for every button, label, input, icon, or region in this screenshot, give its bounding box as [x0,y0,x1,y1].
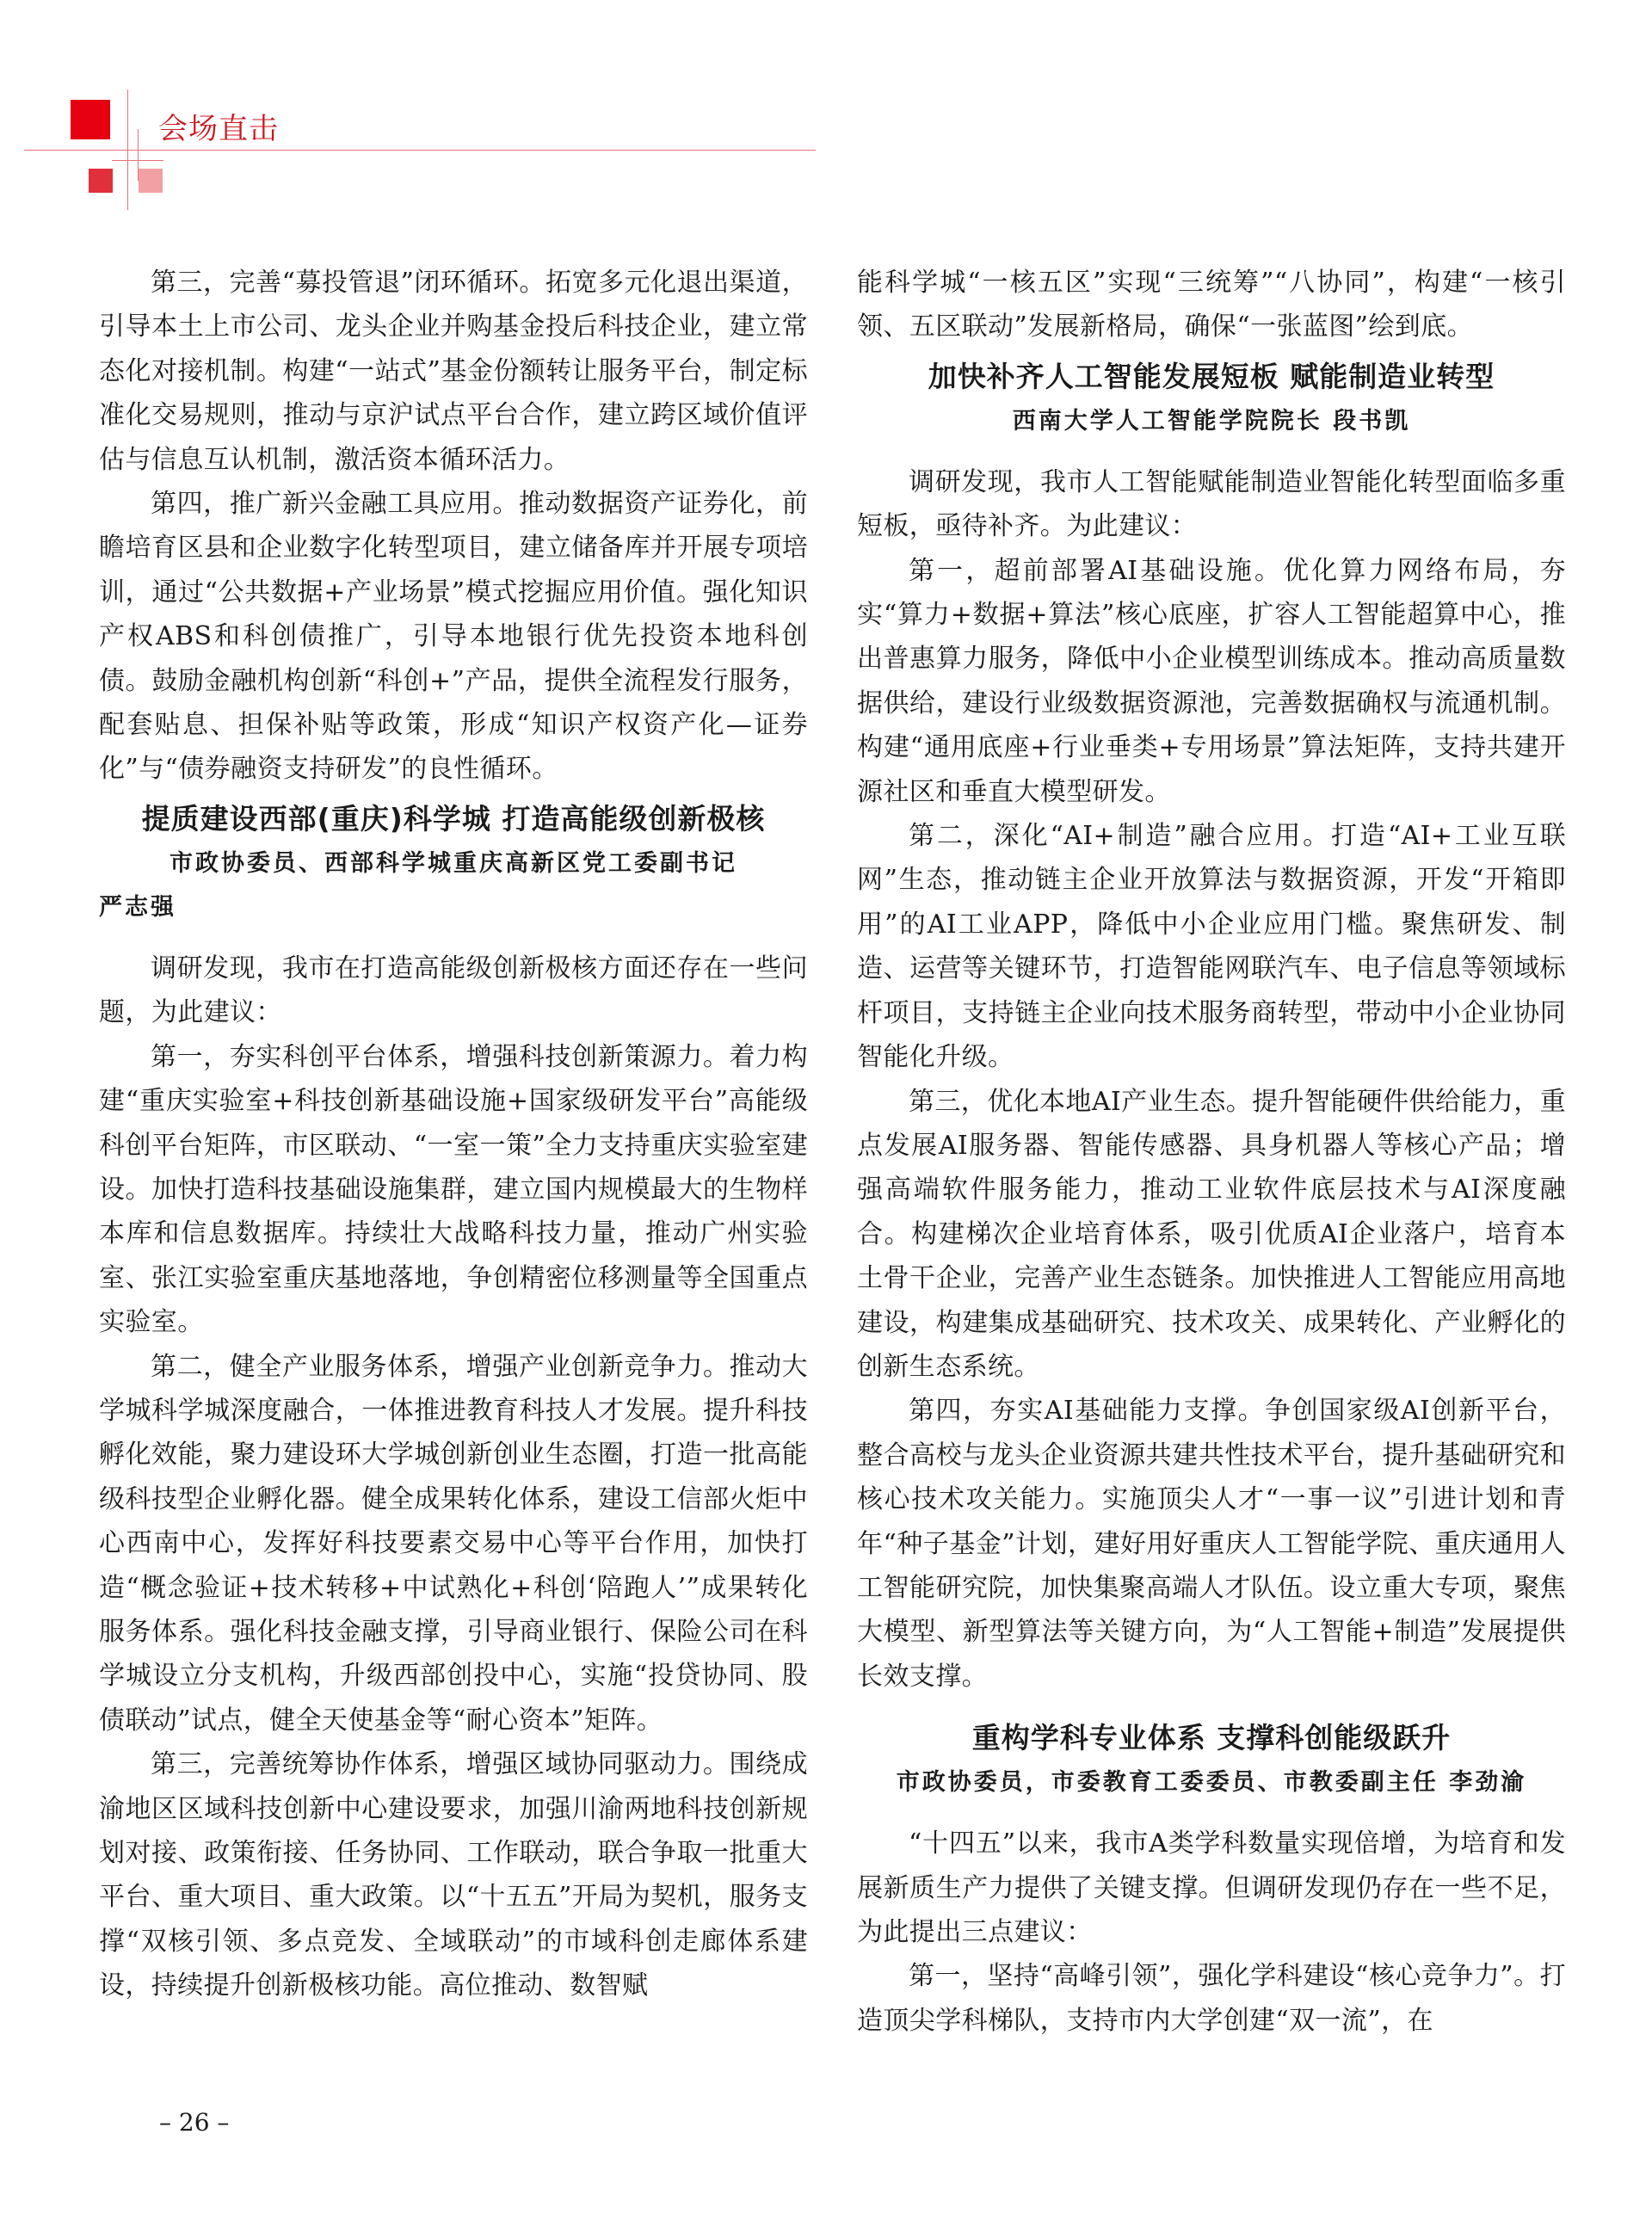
header-rule-short [112,160,163,161]
paragraph: 第二，深化“AI+制造”融合应用。打造“AI+工业互联网”生态，推动链主企业开放算法与数据资源，开发“开箱即用”的AI工业APP，降低中小企业应用门槛。聚焦研发、制造、运营等关键环节，打造智能网联汽车、电子信息等领域标杆项目，支持链主企业向技术服务商转型，带动中小企业协同智能化升级。 [857,821,1566,1073]
article-heading: 提质建设西部(重庆)科学城 打造高能级创新极核 [141,801,766,836]
paragraph: “十四五”以来，我市A类学科数量实现倍增，为培育和发展新质生产力提供了关键支撑。但调研发现仍存在一些不足，为此提出三点建议： [857,1828,1566,1947]
author-byline: 市政协委员、西部科学城重庆高新区党工委副书记 [170,849,737,877]
author-name: 严志强 [99,893,176,921]
paragraph: 第二，健全产业服务体系，增强产业创新竞争力。推动大学城科学城深度融合，一体推进教育科技人才发展。提升科技孵化效能，聚力建设环大学城创新创业生态圈，打造一批高能级科技型企业孵化器。健全成果转化体系，建设工信部火炬中心西南中心，发挥好科技要素交易中心等平台作用，加快打造“概念验证+技术转移+中试熟化+科创‘陪跑人’”成果转化服务体系。强化科技金融支撑，引导商业银行、保险公司在科学城设立分支机构，升级西部创投中心，实施“投贷协同、股债联动”试点，健全天使基金等“耐心资本”矩阵。 [99,1351,808,1736]
header-vertical-rule-short [138,129,139,181]
header-vertical-rule [127,89,128,210]
header-rule [24,150,816,151]
page-number: – 26 – [159,2108,230,2137]
right-column [857,261,1566,2043]
paragraph: 第一，超前部署AI基础设施。优化算力网络布局，夯实“算力+数据+算法”核心底座，扩容人工智能超算中心，推出普惠算力服务，降低中小企业模型训练成本。推动高质量数据供给，建设行业级数据资源池，完善数据确权与流通机制。构建“通用底座+行业垂类+专用场景”算法矩阵，支持共建开源社区和垂直大模型研发。 [857,555,1566,807]
author-byline: 市政协委员，市委教育工委委员、市教委副主任 李劲渝 [896,1769,1527,1797]
paragraph-continuation: 能科学城“一核五区”实现“三统筹”“八协同”，构建“一核引领、五区联动”发展新格局，确保“一张蓝图”绘到底。 [857,268,1566,342]
paragraph: 第四，推广新兴金融工具应用。推动数据资产证券化，前瞻培育区县和企业数字化转型项目，建立储备库并开展专项培训，通过“公共数据+产业场景”模式挖掘应用价值。强化知识产权ABS和科创债推广，引导本地银行优先投资本地科创债。鼓励金融机构创新“科创+”产品，提供全流程发行服务，配套贴息、担保补贴等政策，形成“知识产权资产化—证券化”与“债券融资支持研发”的良性循环。 [99,489,808,785]
paragraph: 第三，完善“募投管退”闭环循环。拓宽多元化退出渠道，引导本土上市公司、龙头企业并购基金投后科技企业，建立常态化对接机制。构建“一站式”基金份额转让服务平台，制定标准化交易规则，推动与京沪试点平台合作，建立跨区域价值评估与信息互认机制，激活资本循环活力。 [99,268,808,475]
paragraph: 第一，坚持“高峰引领”，强化学科建设“核心竞争力”。打造顶尖学科梯队，支持市内大学创建“双一流”，在 [857,1961,1566,2036]
article-heading: 加快补齐人工智能发展短板 赋能制造业转型 [928,359,1495,393]
left-column [99,261,808,2008]
header-small-square-dark [89,169,113,193]
paragraph: 第三，优化本地AI产业生态。提升智能硬件供给能力，重点发展AI服务器、智能传感器、具身机器人等核心产品；增强高端软件服务能力，推动工业软件底层技术与AI深度融合。构建梯次企业培育体系，吸引优质AI企业落户，培育本土骨干企业，完善产业生态链条。加快推进人工智能应用高地建设，构建集成基础研究、技术攻关、成果转化、产业孵化的创新生态系统。 [857,1086,1566,1382]
section-label: 会场直击 [158,112,279,146]
paragraph: 第一，夯实科创平台体系，增强科技创新策源力。着力构建“重庆实验室+科技创新基础设施+国家级研发平台”高能级科创平台矩阵，市区联动、“一室一策”全力支持重庆实验室建设。加快打造科技基础设施集群，建立国内规模最大的生物样本库和信息数据库。持续壮大战略科技力量，推动广州实验室、张江实验室重庆基地落地，争创精密位移测量等全国重点实验室。 [99,1041,808,1338]
article-heading: 重构学科专业体系 支撑科创能级跃升 [971,1721,1452,1755]
paragraph: 调研发现，我市人工智能赋能制造业智能化转型面临多重短板，亟待补齐。为此建议： [857,466,1566,542]
paragraph: 第三，完善统筹协作体系，增强区域协同驱动力。围绕成渝地区区域科技创新中心建设要求，加强川渝两地科技创新规划对接、政策衔接、任务协同、工作联动，联合争取一批重大平台、重大项目、重大政策。以“十五五”开局为契机，服务支撑“双核引领、多点竞发、全域联动”的市域科创走廊体系建设，持续提升创新极核功能。高位推动、数智赋 [99,1749,808,2001]
paragraph: 调研发现，我市在打造高能级创新极核方面还存在一些问题，为此建议： [99,953,808,1028]
header-small-square-light [139,169,163,193]
author-byline: 西南大学人工智能学院院长 段书凯 [1012,407,1411,435]
paragraph: 第四，夯实AI基础能力支撑。争创国家级AI创新平台，整合高校与龙头企业资源共建共性技术平台，提升基础研究和核心技术攻关能力。实施顶尖人才“一事一议”引进计划和青年“种子基金”计划，建好用好重庆人工智能学院、重庆通用人工智能研究院，加快集聚高端人才队伍。设立重大专项，聚焦大模型、新型算法等关键方向，为“人工智能+制造”发展提供长效支撑。 [857,1396,1566,1692]
header-red-square [71,100,110,139]
